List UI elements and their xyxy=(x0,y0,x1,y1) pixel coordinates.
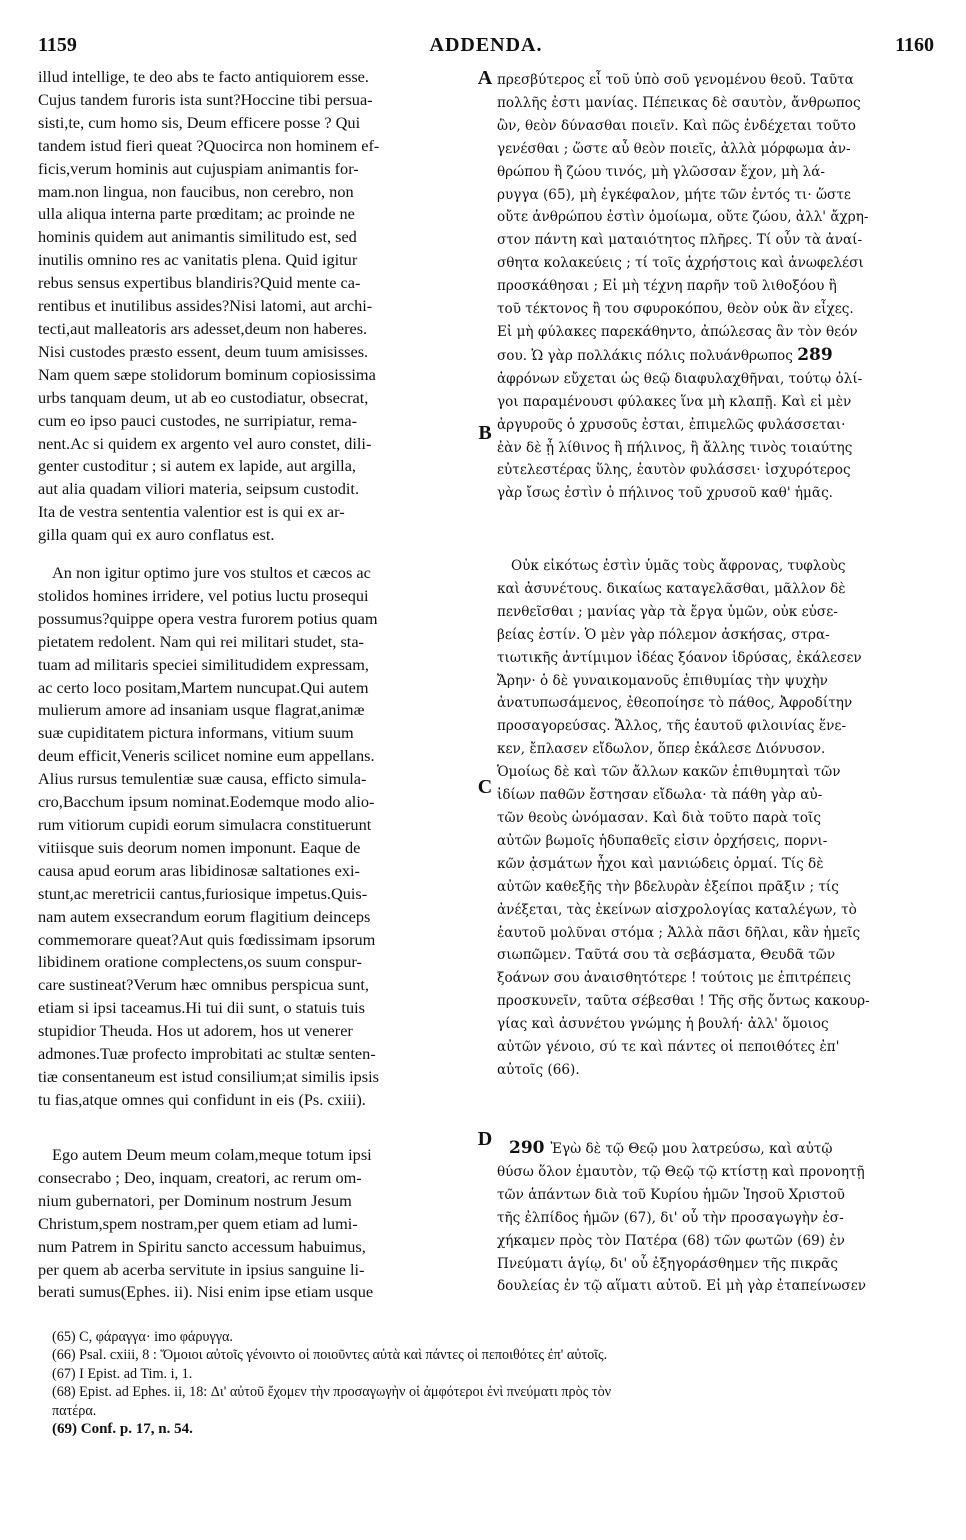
latin-line: tandem istud fieri queat ?Quocirca non hominem ef- xyxy=(38,135,380,155)
greek-line: Ἄρην· ὁ δὲ γυναικομανοῦς ἐπιθυμίας τὴν ψυχὴν xyxy=(497,672,828,689)
footnote: (65) C, φάραγγα· imo φάρυγγα. xyxy=(52,1329,233,1345)
footnote: (68) Epist. ad Ephes. ii, 18: Δι' αὐτοῦ ἔχομεν τὴν προσαγωγὴν οἱ ἀμφότεροι ἑνὶ πνεύματι πρὸς τὸν xyxy=(52,1384,612,1401)
latin-line: cum eo ipso pauci custodes, ne surripiatur, rema- xyxy=(38,410,357,430)
latin-line: tecti,aut malleatoris ars adesset,deum non haberes. xyxy=(38,318,368,338)
latin-line: ac certo loco positam,Martem nuncupat.Qui autem xyxy=(38,677,369,697)
latin-line: hominis quidem aut animantis similitudo est, sed xyxy=(38,227,357,247)
latin-line: care sustineat?Verum hæc omnibus perspicua sunt, xyxy=(38,975,369,995)
latin-line: Ita de vestra sententia valentior est is qui ex ar- xyxy=(38,502,345,522)
latin-paragraph-2 xyxy=(38,562,472,1112)
latin-line: ulla aliqua interna parte prœditam; ac proinde ne xyxy=(38,204,355,224)
latin-line: stunt,ac meretricii cantus,furiosique impetus.Quis- xyxy=(38,883,368,903)
greek-line: ρυγγα (65), μὴ ἐγκέφαλον, μήτε τῶν ἐντός τι· ὥστε xyxy=(497,186,851,203)
greek-line: κεν, ἔπλασεν εἴδωλον, ὅπερ ἐκάλεσε Διόνυσον. xyxy=(497,741,826,758)
latin-line: stolidos homines irridere, vel potius luctu prosequi xyxy=(38,585,369,605)
greek-line: κῶν ᾀσμάτων ἦχοι καὶ μανιώδεις ὁρμαί. Τίς δὲ xyxy=(497,855,824,872)
latin-line: tiæ consentaneum est istud consilium;at similis ipsis xyxy=(38,1066,379,1086)
margin-letter-d: D xyxy=(477,1128,493,1150)
latin-line: libidinem oratione complectens,os suum conspur- xyxy=(38,952,362,972)
latin-line: Nam quem sæpe stolidorum bominum copiosissima xyxy=(38,364,376,384)
latin-line: etiam si ipsi taceamus.Hi tui dii sunt, o statuis tuis xyxy=(38,998,365,1018)
latin-line: illud intellige, te deo abs te facto antiquiorem esse. xyxy=(38,67,369,86)
greek-line: γενέσθαι ; ὥστε αὖ θεὸν ποιεῖς, ἀλλὰ μόρφωμα ἀν- xyxy=(497,140,851,157)
greek-paragraph-1 xyxy=(497,69,934,505)
greek-line: τῶν ἁπάντων διὰ τοῦ Κυρίου ἡμῶν Ἰησοῦ Χριστοῦ xyxy=(497,1186,845,1203)
latin-line: Christum,spem nostram,per quem etiam ad lumi- xyxy=(38,1213,358,1233)
latin-line: An non igitur optimo jure vos stultos et cæcos ac xyxy=(52,563,371,582)
latin-line: mulierum amore ad insaniam usque flagrat,animæ xyxy=(38,700,365,720)
greek-line: στον πάντη καὶ ματαιότητος πλῆρες. Τί οὖν τὰ ἀναί- xyxy=(497,232,863,249)
greek-line: Ἐγὼ δὲ τῷ Θεῷ μου λατρεύσω, καὶ αὐτῷ xyxy=(550,1141,833,1157)
greek-line: ἑαυτοῦ μολῦναι στόμα ; Ἀλλὰ πᾶσι δῆλαι, κἂν ἡμεῖς xyxy=(497,924,861,941)
footnote: (66) Psal. cxiii, 8 : Ὅμοιοι αὐτοῖς γένοιντο οἱ ποιοῦντες αὐτὰ καὶ πάντες οἱ πεποιθότες ἐπ' αὐτοῖς. xyxy=(52,1347,608,1364)
greek-line: ἐὰν δὲ ᾖ λίθινος ἢ πήλινος, ἢ ἄλλης τινὸς τοιαύτης xyxy=(497,439,853,456)
greek-line: Ὁμοίως δὲ καὶ τῶν ἄλλων κακῶν ἐπιθυμηταὶ τῶν xyxy=(497,764,841,781)
greek-line: γοι παραμένουσι φύλακες ἵνα μὴ κλαπῇ. Καὶ εἰ μὲν xyxy=(497,393,852,410)
greek-line: ἀφρόνων εὔχεται ὡς θεῷ διαφυλαχθῆναι, τούτῳ ὀλί- xyxy=(497,370,863,387)
greek-line: γὰρ ἴσως ἐστὶν ὁ πήλινος τοῦ χρυσοῦ καθ' ἡμᾶς. xyxy=(497,485,834,502)
footnote: (67) I Epist. ad Tim. i, 1. xyxy=(52,1365,193,1382)
greek-line: θρώπου ἢ ζώου τινός, μὴ γλῶσσαν ἔχον, μὴ λά- xyxy=(497,163,825,180)
greek-paragraph-2 xyxy=(497,555,934,1082)
footnote: πατέρα. xyxy=(52,1402,97,1419)
latin-line: vitiisque suis deorum nomen imponunt. Eaque de xyxy=(38,837,361,857)
latin-line: possumus?quippe opera vestra furorem potius quam xyxy=(38,608,378,628)
latin-line: admones.Tuæ profecto improbitati ac stultæ senten- xyxy=(38,1044,376,1064)
page-number-right: 1160 xyxy=(895,34,934,56)
latin-line: nam autem exsecrandum eorum flagitium deinceps xyxy=(38,906,371,926)
margin-letter-a: A xyxy=(477,67,493,89)
page-header xyxy=(38,34,934,62)
latin-line: tuam ad militaris speciei similitudidem expressam, xyxy=(38,654,369,674)
greek-line: τῆς ἐλπίδος ἡμῶν (67), δι' οὗ τὴν προσαγωγὴν ἐσ- xyxy=(497,1209,844,1226)
latin-line: genter custoditur ; si autem ex lapide, aut argilla, xyxy=(38,456,356,476)
latin-line: nent.Ac si quidem ex argento vel auro constet, dili- xyxy=(38,433,372,453)
greek-line: προσαγορεύσας. Ἄλλος, τῆς ἑαυτοῦ φιλοινίας ἕνε- xyxy=(497,718,847,735)
latin-line: pietatem redolent. Nam qui rei militari studet, sta- xyxy=(38,631,364,651)
greek-line: αὐτῶν γένοιο, σύ τε καὶ πάντες οἱ πεποιθότες ἐπ' xyxy=(497,1039,840,1056)
latin-line: causa apud eorum aras libidinosæ saltationes exi- xyxy=(38,860,360,880)
margin-letter-b: B xyxy=(478,422,492,444)
greek-line: ἀνέξεται, τὰς ἐκείνων αἰσχρολογίας καταλέγων, τὸ xyxy=(497,901,857,918)
greek-line: θύσω ὅλον ἐμαυτὸν, τῷ Θεῷ τῷ κτίστῃ καὶ προνοητῇ xyxy=(497,1163,865,1180)
greek-line: χήκαμεν πρὸς τὸν Πατέρα (68) τῶν φωτῶν (69) ἐν xyxy=(497,1232,845,1249)
latin-paragraph-3 xyxy=(38,1144,472,1304)
greek-line: οὔτε ἀνθρώπου ἐστὶν ὁμοίωμα, οὔτε ζώου, ἀλλ' ἄχρη- xyxy=(497,209,869,226)
latin-line: sisti,te, cum homo sis, Deum efficere posse ? Qui xyxy=(38,112,361,132)
column-number: 290 xyxy=(509,1138,551,1158)
latin-line: nium gubernatori, per Dominum nostrum Jesum xyxy=(38,1190,352,1210)
greek-line: ἀργυροῦς ὁ χρυσοῦς ἐσται, ἐπιμελῶς φυλάσσεται· xyxy=(497,416,846,433)
greek-line xyxy=(497,1137,934,1161)
greek-line: πενθεῖσθαι ; μανίας γὰρ τὰ ἔργα ὑμῶν, οὐκ εὐσε- xyxy=(497,603,838,620)
greek-line: εὐτελεστέρας ὕλης, ἑαυτὸν φυλάσσει· ἰσχυρότερος xyxy=(497,462,851,479)
latin-line: num Patrem in Spiritu sancto accessum habuimus, xyxy=(38,1236,366,1256)
greek-line: γίας καὶ ἀσυνέτου γνώμης ἡ βουλή· ἀλλ' ὅμοιος xyxy=(497,1016,829,1033)
margin-letter-c: C xyxy=(477,776,493,798)
latin-line: aut alia quadam viliori materia, seipsum custodit. xyxy=(38,479,360,499)
latin-line: commemorare queat?Aut quis fœdissimam ipsorum xyxy=(38,929,376,949)
greek-line: αὐτῶν βωμοῖς ἡδυπαθεῖς εἰσιν ὀρχήσεις, πορνι- xyxy=(497,832,828,849)
greek-line: Εἰ μὴ φύλακες παρεκάθηντο, ἀπώλεσας ἂν τὸν θεόν xyxy=(497,323,858,340)
latin-line: per quem ab acerba servitute in ipsius sanguine li- xyxy=(38,1259,365,1279)
latin-paragraph-1 xyxy=(38,66,472,547)
greek-line: σου. Ὡ γὰρ πολλάκις πόλις πολυάνθρωπος 289 xyxy=(497,344,833,365)
greek-line: ἀνατυπωσάμενος, ἐθεοποίησε τὸ πάθος, Ἀφροδίτην xyxy=(497,695,853,712)
latin-line: consecrabo ; Deo, inquam, creatori, ac rerum om- xyxy=(38,1167,362,1187)
greek-line: προσκάθησαι ; Εἰ μὴ τέχνη παρῆν τοῦ λιθοξόου ἢ xyxy=(497,278,837,295)
greek-line: ξοάνων σου ἀναισθητότερε ! τούτοις με ἐπιτρέπεις xyxy=(497,970,851,987)
greek-line: πρεσβύτερος εἶ τοῦ ὑπὸ σοῦ γενομένου θεοῦ. Ταῦτα xyxy=(497,72,854,88)
latin-line: deum efficit,Veneris scilicet nomine eum appellans. xyxy=(38,746,375,766)
latin-line: gilla quam qui ex auro conflatus est. xyxy=(38,525,275,545)
latin-line: suæ cupiditatem pictura informans, vitium suum xyxy=(38,723,354,743)
greek-line: δουλείας ἐν τῷ αἵματι αὐτοῦ. Εἰ μὴ γὰρ ἐταπείνωσεν xyxy=(497,1278,867,1295)
greek-line: Οὐκ εἰκότως ἐστὶν ὑμᾶς τοὺς ἄφρονας, τυφλοὺς xyxy=(511,558,846,574)
greek-line: προσκυνεῖν, ταῦτα σέβεσθαι ! Τῆς σῆς ὄντως κακουρ- xyxy=(497,993,870,1010)
greek-line: σιωπῶμεν. Ταῦτά σου τὰ σεβάσματα, Θευδᾶ τῶν xyxy=(497,947,836,964)
footnotes xyxy=(52,1328,932,1438)
greek-line: τῶν θεοὺς ὠνόμασαν. Καὶ διὰ τοῦτο παρὰ τοῖς xyxy=(497,809,821,826)
greek-line: τοῦ τέκτονος ἢ του σφυροκόπου, θεὸν οὐκ ἂν εἶχες. xyxy=(497,301,854,318)
greek-line: καὶ ἀσυνέτους. δικαίως καταγελᾶσθαι, μᾶλλον δὲ xyxy=(497,580,846,597)
latin-line: rebus sensus expertibus blandiris?Quid mente ca- xyxy=(38,273,361,293)
greek-line: σθητα κολακεύεις ; τί τοῖς ἀχρήστοις καὶ ἀνωφελέσι xyxy=(497,255,864,272)
greek-line: αὐτῶν καθεξῆς τὴν βδελυρὰν ἐξείποι πρᾶξιν ; τίς xyxy=(497,878,839,895)
page-number-left: 1159 xyxy=(38,34,77,56)
greek-line: πολλῆς ἐστι μανίας. Πέπεικας δὲ σαυτὸν, ἄνθρωπος xyxy=(497,94,861,111)
greek-line: Πνεύματι ἁγίῳ, δι' οὗ ἐξηγοράσθημεν τῆς πικρᾶς xyxy=(497,1255,838,1272)
latin-line: tu fias,atque omnes qui confidunt in eis (Ps. cxiii). xyxy=(38,1089,366,1109)
latin-line: inutilis omnino res ac vanitatis plena. Quid igitur xyxy=(38,250,358,270)
latin-line: urbs tanquam deum, ut ab eo custodiatur, obsecrat, xyxy=(38,387,369,407)
latin-line: Alius rursus temulentiæ suæ causa, efficto simula- xyxy=(38,769,367,789)
latin-line: cro,Bacchum ipsum nominat.Eodemque modo alio- xyxy=(38,792,375,812)
latin-line: rum vitiorum cupidi eorum simulacra constituerunt xyxy=(38,814,372,834)
latin-line: Cujus tandem furoris ista sunt?Hoccine tibi persua- xyxy=(38,89,373,109)
latin-line: Ego autem Deum meum colam,meque totum ipsi xyxy=(52,1145,372,1164)
latin-line: ficis,verum hominis aut cujuspiam animantis for- xyxy=(38,158,359,178)
latin-line: stupidior Theuda. Hos ut adorem, hos ut venerer xyxy=(38,1021,353,1041)
latin-line: berati sumus(Ephes. ii). Nisi enim ipse etiam usque xyxy=(38,1282,374,1302)
running-title: ADDENDA. xyxy=(429,34,543,56)
greek-paragraph-3 xyxy=(497,1137,934,1298)
latin-line: Nisi custodes præsto essent, deum tuum amisisses. xyxy=(38,341,369,361)
latin-line: mam.non lingua, non faucibus, non cerebro, non xyxy=(38,181,354,201)
greek-line: ὢν, θεὸν δύνασθαι ποιεῖν. Καὶ πῶς ἐνδέχεται τοῦτο xyxy=(497,117,856,134)
latin-line: rentibus et inutilibus assides?Nisi latomi, aut archi- xyxy=(38,296,373,316)
greek-line: αὐτοῖς (66). xyxy=(497,1061,580,1078)
column-number: 289 xyxy=(797,344,833,365)
greek-line: βείας ἐστίν. Ὁ μὲν γὰρ πόλεμον ἀσκήσας, στρα- xyxy=(497,626,830,643)
greek-line: ἰδίων παθῶν ἔστησαν εἴδωλα· τὰ πάθη γὰρ αὐ- xyxy=(497,787,823,804)
greek-line: τιωτικῆς ἀντίμιμον ἰδέας ξόανον ἱδρύσας, ἐκάλεσεν xyxy=(497,649,862,666)
footnote: (69) Conf. p. 17, n. 54. xyxy=(52,1421,193,1438)
